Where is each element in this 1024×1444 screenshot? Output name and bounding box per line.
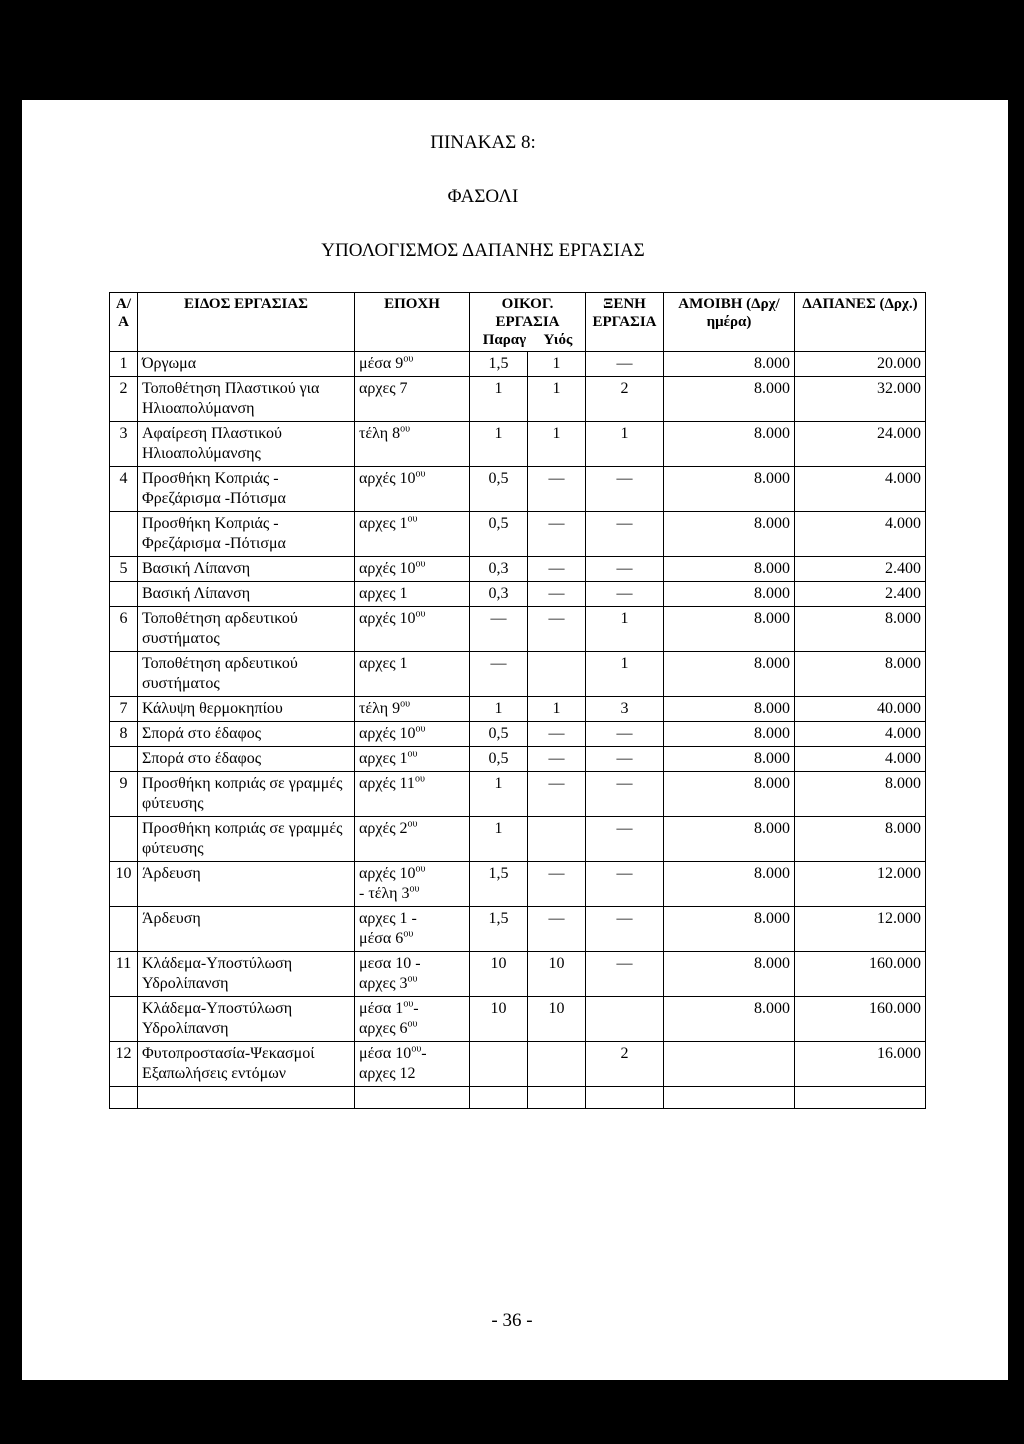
season-text: αρχές 10 (359, 610, 416, 627)
row-season (355, 1042, 470, 1087)
table-row (110, 467, 926, 512)
row-family-son: — (528, 722, 586, 747)
row-aa (110, 747, 138, 772)
row-season (355, 907, 470, 952)
row-season (355, 352, 470, 377)
season-superscript: ου (407, 748, 418, 760)
row-wage: 8.000 (664, 557, 795, 582)
row-cost: 16.000 (795, 1042, 926, 1087)
row-foreign: 2 (586, 1042, 664, 1087)
row-foreign: 1 (586, 607, 664, 652)
row-cost: 4.000 (795, 747, 926, 772)
row-kind: Σπορά στο έδαφος (138, 722, 355, 747)
row-family-parent: 0,5 (470, 512, 528, 557)
row-wage (664, 1042, 795, 1087)
row-aa: 2 (110, 377, 138, 422)
season-text: αρχές 2 (359, 820, 408, 837)
season-tail: - (421, 1045, 427, 1062)
row-aa: 4 (110, 467, 138, 512)
row-family-parent: 1 (470, 422, 528, 467)
page-number: - 36 - (491, 1310, 533, 1331)
row-season (355, 582, 470, 607)
row-kind: Τοποθέτηση αρδευτικού συστήματος (138, 652, 355, 697)
season-text: αρχες 1 - (359, 910, 417, 927)
col-wage-header: ΑΜΟΙΒΗ (Δρχ/ημέρα) (664, 293, 795, 352)
row-cost: 8.000 (795, 607, 926, 652)
table-row (110, 1087, 926, 1109)
table-row (110, 817, 926, 862)
row-family-son: — (528, 467, 586, 512)
row-cost: 20.000 (795, 352, 926, 377)
row-family-son (528, 1087, 586, 1109)
row-kind: Βασική Λίπανση (138, 582, 355, 607)
season-superscript: ου (403, 998, 414, 1010)
family-sub-son: Υιός (543, 332, 573, 348)
col-season-header: ΕΠΟΧΗ (355, 293, 470, 352)
row-aa: 11 (110, 952, 138, 997)
row-wage: 8.000 (664, 747, 795, 772)
table-row (110, 772, 926, 817)
row-family-parent (470, 1087, 528, 1109)
row-kind: Προσθήκη κοπριάς σε γραμμές φύτευσης (138, 817, 355, 862)
row-kind: Βασική Λίπανση (138, 557, 355, 582)
table-row (110, 557, 926, 582)
table-row (110, 952, 926, 997)
row-aa: 1 (110, 352, 138, 377)
season-superscript-2: ου (409, 883, 420, 895)
row-wage: 8.000 (664, 652, 795, 697)
row-season (355, 557, 470, 582)
row-foreign: — (586, 907, 664, 952)
row-family-parent: 0,5 (470, 722, 528, 747)
col-aa-header: Α/Α (110, 293, 138, 352)
row-family-son: — (528, 607, 586, 652)
row-foreign: — (586, 772, 664, 817)
season-text: αρχές 10 (359, 725, 416, 742)
row-aa: 10 (110, 862, 138, 907)
season-text: μέσα 10 (359, 1045, 412, 1062)
row-foreign: 3 (586, 697, 664, 722)
season-text: αρχες 1 (359, 750, 408, 767)
season-text: αρχες 7 (359, 380, 408, 397)
season-text-2: αρχες 12 (359, 1065, 416, 1082)
row-aa (110, 997, 138, 1042)
season-superscript: ου (407, 818, 418, 830)
season-text: μέσα 9 (359, 355, 404, 372)
row-season (355, 952, 470, 997)
row-aa: 8 (110, 722, 138, 747)
row-wage: 8.000 (664, 862, 795, 907)
season-superscript: ου (400, 698, 411, 710)
row-kind: Όργωμα (138, 352, 355, 377)
row-cost: 4.000 (795, 512, 926, 557)
row-aa (110, 1087, 138, 1109)
row-foreign: — (586, 582, 664, 607)
col-kind-header: ΕΙΔΟΣ ΕΡΓΑΣΙΑΣ (138, 293, 355, 352)
row-wage: 8.000 (664, 582, 795, 607)
row-cost: 2.400 (795, 557, 926, 582)
row-kind: Προσθήκη Κοπριάς - Φρεζάρισμα -Πότισμα (138, 467, 355, 512)
row-season (355, 862, 470, 907)
table-row (110, 747, 926, 772)
row-family-son: — (528, 747, 586, 772)
table-row (110, 697, 926, 722)
row-kind: Άρδευση (138, 907, 355, 952)
row-season (355, 772, 470, 817)
row-family-parent: 1,5 (470, 862, 528, 907)
row-kind: Τοποθέτηση αρδευτικού συστήματος (138, 607, 355, 652)
row-kind: Κλάδεμα-Υποστύλωση Υδρολίπανση (138, 952, 355, 997)
season-text: αρχες 1 (359, 655, 408, 672)
row-season (355, 747, 470, 772)
season-tail: - (413, 1000, 419, 1017)
row-foreign: — (586, 722, 664, 747)
season-text: αρχές 10 (359, 470, 416, 487)
season-superscript-2: ου (407, 973, 418, 985)
row-season (355, 1087, 470, 1109)
row-foreign: — (586, 512, 664, 557)
row-wage: 8.000 (664, 607, 795, 652)
table-header-row (110, 293, 926, 352)
row-cost: 32.000 (795, 377, 926, 422)
row-season (355, 607, 470, 652)
col-foreign-header: ΞΕΝΗ ΕΡΓΑΣΙΑ (586, 293, 664, 352)
row-kind: Προσθήκη Κοπριάς - Φρεζάρισμα -Πότισμα (138, 512, 355, 557)
table-row (110, 582, 926, 607)
row-family-parent: 0,3 (470, 582, 528, 607)
row-family-son: 1 (528, 422, 586, 467)
row-foreign: 1 (586, 422, 664, 467)
table-row (110, 352, 926, 377)
season-text: αρχές 11 (359, 775, 415, 792)
table-row (110, 377, 926, 422)
row-wage: 8.000 (664, 772, 795, 817)
row-family-son: 1 (528, 352, 586, 377)
row-season (355, 652, 470, 697)
row-foreign: — (586, 352, 664, 377)
row-wage: 8.000 (664, 722, 795, 747)
table-row (110, 907, 926, 952)
row-kind: Αφαίρεση Πλαστικού Ηλιοαπολύμανσης (138, 422, 355, 467)
season-text: μέσα 1 (359, 1000, 404, 1017)
row-cost: 2.400 (795, 582, 926, 607)
row-family-son (528, 1042, 586, 1087)
row-season (355, 422, 470, 467)
row-kind: Προσθήκη κοπριάς σε γραμμές φύτευσης (138, 772, 355, 817)
season-superscript: ου (415, 608, 426, 620)
row-kind: Τοποθέτηση Πλαστικού για Ηλιοαπολύμανση (138, 377, 355, 422)
row-kind: Άρδευση (138, 862, 355, 907)
row-season (355, 997, 470, 1042)
row-wage: 8.000 (664, 817, 795, 862)
row-family-parent: 0,5 (470, 467, 528, 512)
season-superscript-2: ου (403, 928, 414, 940)
row-family-parent: 0,5 (470, 747, 528, 772)
season-text: αρχες 1 (359, 515, 408, 532)
row-foreign: — (586, 862, 664, 907)
season-text-2: - τέλη 3 (359, 885, 410, 902)
row-aa: 5 (110, 557, 138, 582)
season-text-2: αρχες 6 (359, 1020, 408, 1037)
row-family-son (528, 652, 586, 697)
row-family-parent: 10 (470, 952, 528, 997)
row-family-parent: 1 (470, 377, 528, 422)
row-wage: 8.000 (664, 467, 795, 512)
row-family-son: — (528, 512, 586, 557)
row-family-parent: 0,3 (470, 557, 528, 582)
row-foreign: 2 (586, 377, 664, 422)
season-text: μεσα 10 - (359, 955, 421, 972)
row-wage (664, 1087, 795, 1109)
season-text: αρχές 10 (359, 865, 416, 882)
row-foreign (586, 1087, 664, 1109)
row-aa (110, 512, 138, 557)
row-aa: 12 (110, 1042, 138, 1087)
row-aa: 6 (110, 607, 138, 652)
table-number-heading: ΠΙΝΑΚΑΣ 8: (430, 132, 536, 153)
row-family-son (528, 817, 586, 862)
row-season (355, 467, 470, 512)
family-sub-parent: Παραγ (482, 332, 527, 348)
row-kind (138, 1087, 355, 1109)
season-superscript: ου (403, 353, 414, 365)
row-family-son: — (528, 862, 586, 907)
labor-cost-table (109, 292, 926, 1109)
row-foreign: — (586, 557, 664, 582)
season-superscript: ου (415, 723, 426, 735)
table-row (110, 722, 926, 747)
row-family-son: 1 (528, 377, 586, 422)
family-work-label: ΟΙΚΟΓ. ΕΡΓΑΣΙΑ (495, 296, 560, 330)
row-foreign: — (586, 467, 664, 512)
table-row (110, 652, 926, 697)
col-cost-header: ΔΑΠΑΝΕΣ (Δρχ.) (795, 293, 926, 352)
season-text-2: αρχες 3 (359, 975, 408, 992)
row-wage: 8.000 (664, 697, 795, 722)
row-cost: 160.000 (795, 997, 926, 1042)
row-family-son: — (528, 907, 586, 952)
row-kind: Κλάδεμα-Υποστύλωση Υδρολίπανση (138, 997, 355, 1042)
row-cost: 12.000 (795, 862, 926, 907)
row-aa (110, 582, 138, 607)
row-kind: Σπορά στο έδαφος (138, 747, 355, 772)
table-row (110, 997, 926, 1042)
row-wage: 8.000 (664, 907, 795, 952)
row-wage: 8.000 (664, 352, 795, 377)
season-superscript-2: ου (407, 1018, 418, 1030)
row-aa: 7 (110, 697, 138, 722)
row-foreign: 1 (586, 652, 664, 697)
row-aa: 3 (110, 422, 138, 467)
table-row (110, 422, 926, 467)
row-wage: 8.000 (664, 512, 795, 557)
season-superscript: ου (415, 558, 426, 570)
row-family-parent: 10 (470, 997, 528, 1042)
row-family-parent: 1,5 (470, 352, 528, 377)
row-family-son: — (528, 772, 586, 817)
row-wage: 8.000 (664, 997, 795, 1042)
row-foreign: — (586, 952, 664, 997)
row-wage: 8.000 (664, 422, 795, 467)
season-superscript: ου (400, 423, 411, 435)
row-cost: 8.000 (795, 772, 926, 817)
row-wage: 8.000 (664, 377, 795, 422)
row-family-parent: 1 (470, 817, 528, 862)
row-family-parent: 1,5 (470, 907, 528, 952)
row-season (355, 817, 470, 862)
row-aa (110, 817, 138, 862)
row-cost: 40.000 (795, 697, 926, 722)
row-foreign: — (586, 747, 664, 772)
col-family-header (470, 293, 586, 352)
row-cost: 4.000 (795, 722, 926, 747)
table-row (110, 1042, 926, 1087)
row-family-son: 10 (528, 952, 586, 997)
row-aa (110, 652, 138, 697)
season-superscript: ου (415, 863, 426, 875)
row-family-son: — (528, 582, 586, 607)
row-family-parent: — (470, 607, 528, 652)
table-row (110, 607, 926, 652)
season-text: τέλη 8 (359, 425, 401, 442)
crop-heading: ΦΑΣΟΛΙ (447, 186, 519, 207)
season-superscript: ου (411, 1043, 422, 1055)
row-cost: 160.000 (795, 952, 926, 997)
season-superscript: ου (407, 513, 418, 525)
season-text: τέλη 9 (359, 700, 401, 717)
row-season (355, 722, 470, 747)
row-family-parent: — (470, 652, 528, 697)
row-cost (795, 1087, 926, 1109)
row-family-son: 10 (528, 997, 586, 1042)
row-cost: 8.000 (795, 817, 926, 862)
row-season (355, 697, 470, 722)
season-text: αρχές 10 (359, 560, 416, 577)
row-family-son: 1 (528, 697, 586, 722)
row-wage: 8.000 (664, 952, 795, 997)
row-family-parent: 1 (470, 697, 528, 722)
row-aa: 9 (110, 772, 138, 817)
row-season (355, 512, 470, 557)
row-cost: 4.000 (795, 467, 926, 512)
table-row (110, 512, 926, 557)
row-kind: Φυτοπροστασία-Ψεκασμοί Εξαπωλήσεις εντόμων (138, 1042, 355, 1087)
season-superscript: ου (415, 468, 426, 480)
row-family-parent: 1 (470, 772, 528, 817)
season-text-2: μέσα 6 (359, 930, 404, 947)
season-text: αρχες 1 (359, 585, 408, 602)
row-foreign: — (586, 817, 664, 862)
calculation-heading: ΥΠΟΛΟΓΙΣΜΟΣ ΔΑΠΑΝΗΣ ΕΡΓΑΣΙΑΣ (321, 240, 645, 261)
table-row (110, 862, 926, 907)
row-cost: 8.000 (795, 652, 926, 697)
season-superscript: ου (414, 773, 425, 785)
row-kind: Κάλυψη θερμοκηπίου (138, 697, 355, 722)
row-aa (110, 907, 138, 952)
row-cost: 12.000 (795, 907, 926, 952)
row-family-son: — (528, 557, 586, 582)
row-season (355, 377, 470, 422)
row-family-parent (470, 1042, 528, 1087)
row-cost: 24.000 (795, 422, 926, 467)
row-foreign (586, 997, 664, 1042)
